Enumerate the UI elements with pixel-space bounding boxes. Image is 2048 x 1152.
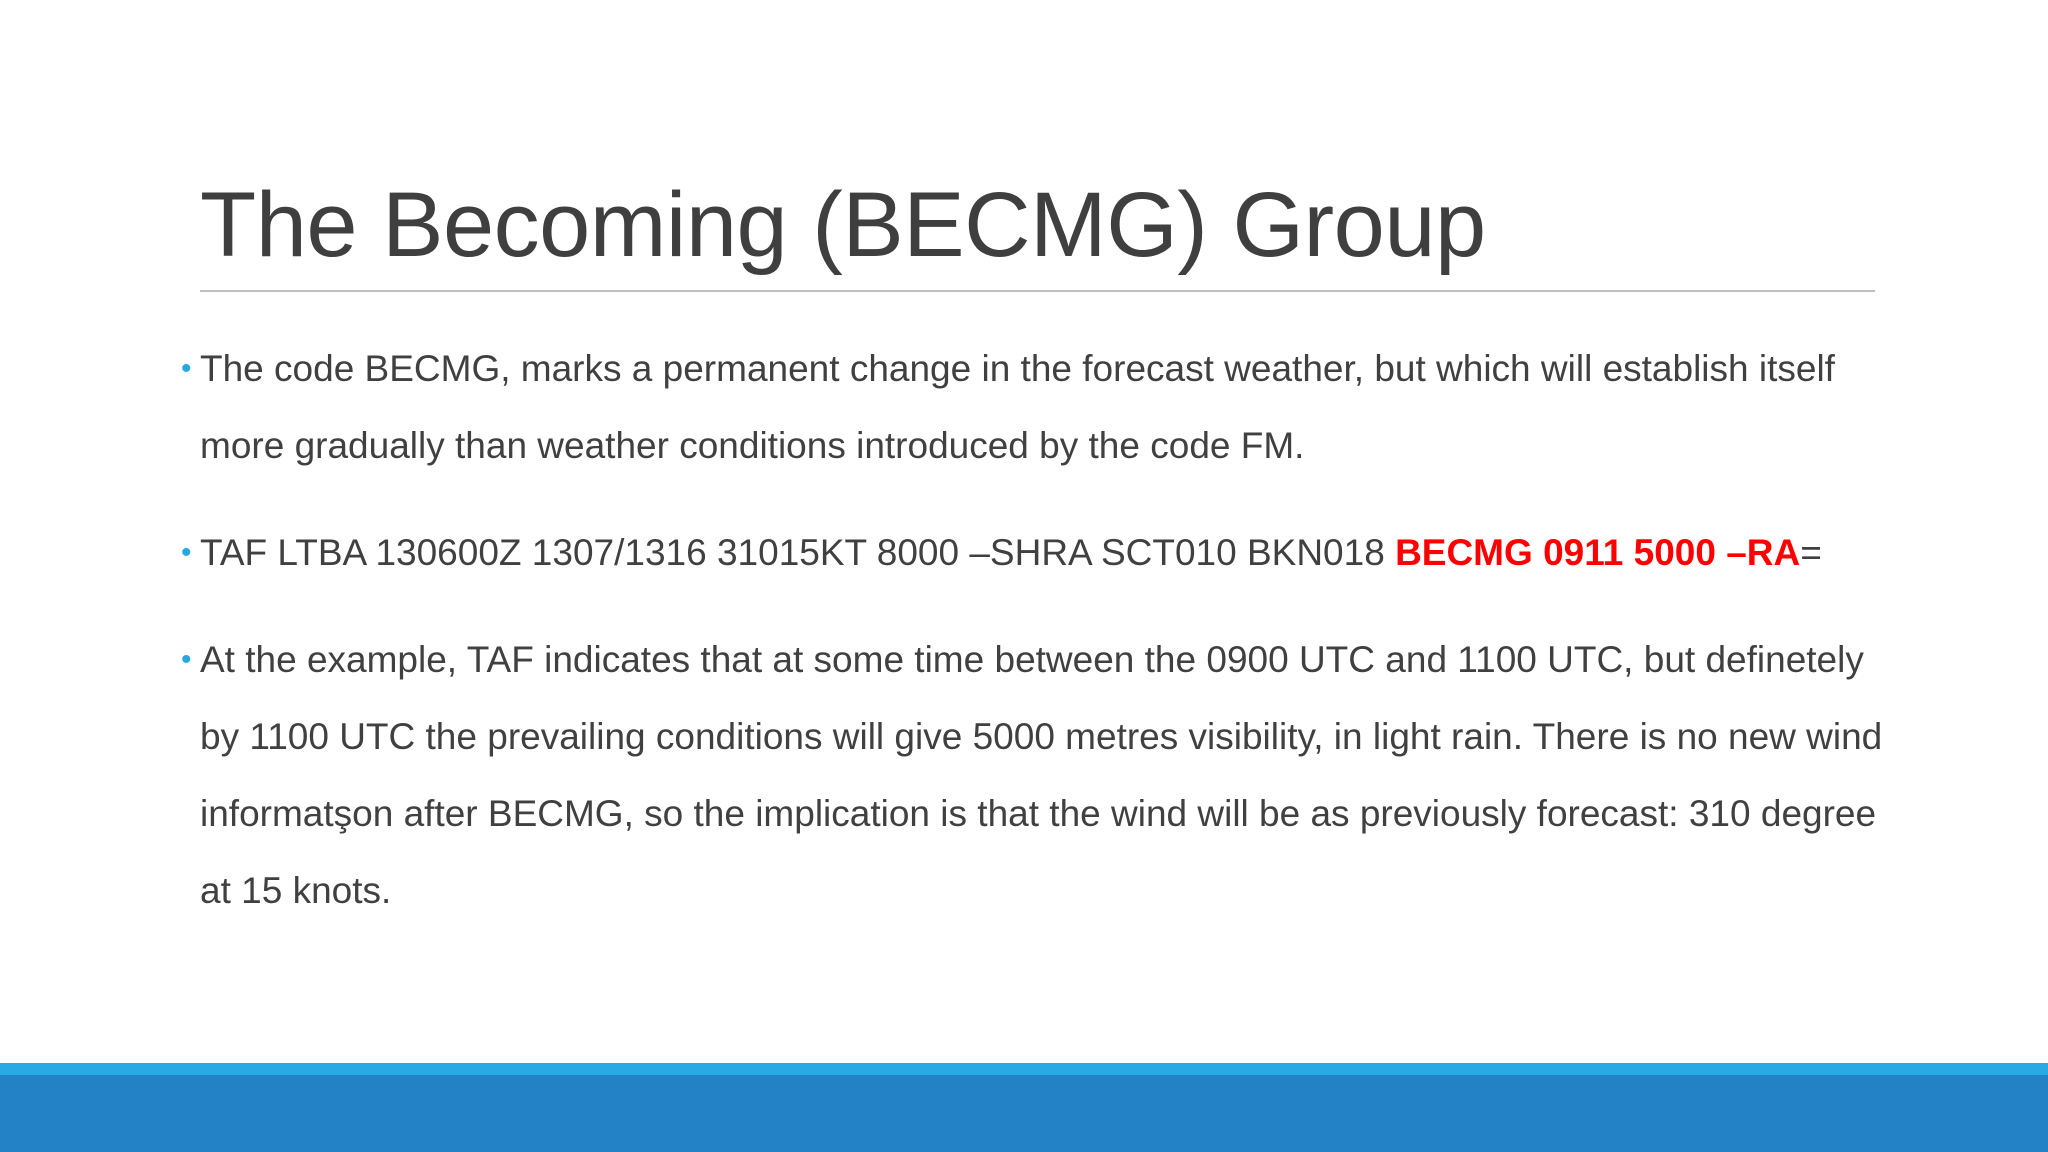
becmg-highlight: BECMG 0911 5000 –RA [1395,532,1801,573]
bullet-text: At the example, TAF indicates that at some time between the 0900 UTC and 1100 UTC, but definetely by 1100 UTC the prevailing conditions will give 5000 metres visibility, in light rain. There is no new wind informatşon after BECMG, so the implication is that the wind will be as previously forecast: 310 degree at 15 knots. [200,639,1883,911]
bullet-text: The code BECMG, marks a permanent change in the forecast weather, but which will establish itself more gradually than weather conditions introduced by the code FM. [200,348,1835,466]
slide-body [183,330,1883,959]
footer-bar [0,1075,2048,1152]
slide-title: The Becoming (BECMG) Group [200,174,1486,276]
taf-terminator: = [1800,532,1822,573]
bullet-icon: • [181,352,192,385]
footer-accent-bar [0,1063,2048,1075]
bullet-icon: • [181,536,192,569]
title-divider [200,290,1875,292]
bullet-item-3 [183,621,1883,929]
bullet-item-1 [183,330,1883,484]
bullet-icon: • [181,643,192,676]
bullet-item-2 [183,514,1883,591]
taf-code-text: TAF LTBA 130600Z 1307/1316 31015KT 8000 –SHRA SCT010 BKN018 [200,532,1396,573]
